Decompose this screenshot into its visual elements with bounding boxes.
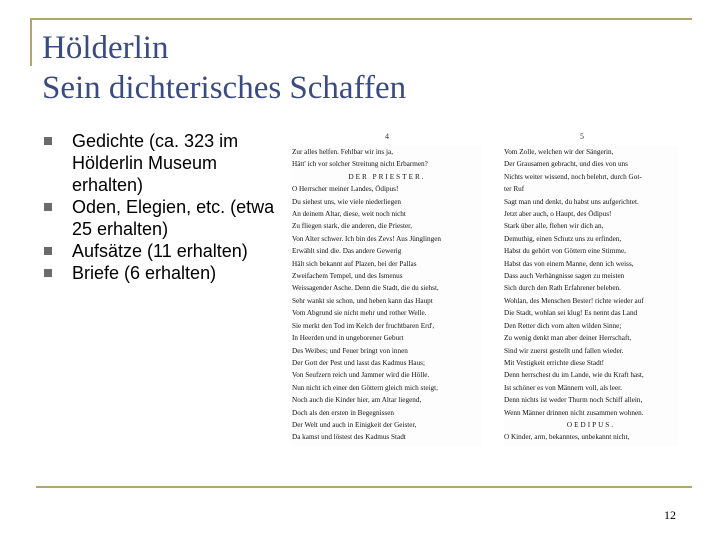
- slide-title: [42, 28, 682, 108]
- book-line: Nichts weiter wissend, noch belehrt, durch Got-: [504, 172, 642, 181]
- bullet-item: [44, 196, 284, 240]
- book-line: Jetzt aber auch, o Haupt, des Ödipus!: [504, 210, 612, 219]
- book-line: O Herrscher meiner Landes, Ödipus!: [292, 185, 399, 194]
- book-line: Den Retter dich vom alten wilden Sinne;: [504, 321, 622, 330]
- bullet-item: [44, 130, 284, 196]
- book-line: Stark über alle, flehen wir dich an,: [504, 222, 604, 231]
- book-page-number-right: 5: [580, 132, 584, 141]
- book-line: Wenn Männer drinnen nicht zusammen wohnen.: [504, 408, 644, 417]
- book-page-left: [292, 146, 482, 446]
- bullet-text: Gedichte (ca. 323 im Hölderlin Museum erhalten): [72, 131, 239, 195]
- book-line: An deinem Altar, diese, weit noch nicht: [292, 210, 406, 219]
- book-line: Denn herrschest du im Lande, wie du Kraft hast,: [504, 371, 644, 380]
- bullet-text: Aufsätze (11 erhalten): [72, 241, 248, 261]
- book-line: DER PRIESTER.: [348, 172, 426, 181]
- book-line: Der Gott der Pest und lasst das Kadmus Haus;: [292, 358, 425, 367]
- book-line: Sich durch den Rath Erfahrener beleben.: [504, 284, 621, 293]
- slide-number: 12: [664, 508, 676, 522]
- book-line: Habst das von einem Manne, denn ich weiss,: [504, 259, 634, 268]
- book-line: OEDIPUS.: [566, 420, 616, 429]
- book-line: Noch auch die Kinder hier, am Altar liegend,: [292, 396, 422, 405]
- bullet-text: Oden, Elegien, etc. (etwa 25 erhalten): [72, 197, 275, 239]
- book-line: Zu fliegen stark, die anderen, die Priester,: [292, 222, 413, 231]
- bullet-text: Briefe (6 erhalten): [72, 263, 217, 283]
- book-line: Erwählt sind die. Das andere Gewerig: [292, 247, 402, 256]
- bullet-item: [44, 240, 284, 262]
- book-line: Zu wenig denkt man aber deiner Herrschaft,: [504, 334, 632, 343]
- book-line: Von Seufzern reich und Jammer wird die Hölle.: [292, 371, 430, 380]
- square-bullet-icon: [44, 203, 52, 211]
- book-line: Dass auch Verhängnisse sagen zu meisten: [504, 272, 625, 281]
- book-line: Zur alles helfen. Fehlbar wir ins ja,: [292, 148, 393, 156]
- title-line-1: Hölderlin: [42, 30, 169, 66]
- book-line: Doch als den ersten in Begegnissen: [292, 408, 394, 417]
- title-line-2: Sein dichterisches Schaffen: [42, 70, 407, 106]
- frame-left-rule: [30, 18, 32, 66]
- book-line: Wohlan, des Menschen Bester! richte wieder auf: [504, 296, 644, 305]
- book-line: Habst du gehört von Göttern eine Stimme,: [504, 247, 626, 256]
- book-line: In Heerden und in ungeborener Geburt: [292, 334, 404, 343]
- book-page-number-left: 4: [385, 132, 389, 141]
- book-line: Von Alter schwer. Ich bin des Zevs! Aus Jünglingen: [292, 234, 441, 243]
- footer-rule: [36, 486, 692, 488]
- book-line: Zweifachem Tempel, und des Ismenus: [292, 272, 403, 281]
- book-line: Sagt man und denkt, du habst uns aufgerichtet.: [504, 197, 639, 206]
- square-bullet-icon: [44, 247, 52, 255]
- book-line: Der Welt und auch in Einigkeit der Geister,: [292, 420, 417, 429]
- book-line: Nun nicht ich einer den Göttern gleich mich steigt,: [292, 383, 438, 392]
- book-page-right: [504, 146, 678, 446]
- book-line: O Kinder, arm, bekanntes, unbekannt nicht,: [504, 433, 630, 442]
- book-line: Hätt' ich vor solcher Streitung nicht Erbarmen?: [292, 160, 428, 169]
- book-line: Des Weibes; und Feuer bringt von innen: [292, 346, 408, 355]
- book-line: Weissagender Asche. Denn die Stadt, die du siehst,: [292, 284, 439, 293]
- bullet-list: [44, 130, 284, 284]
- book-line: Der Grausamen gebracht, und dies von uns: [504, 160, 628, 169]
- book-line: Du siehest uns, wie viele niederliegen: [292, 197, 401, 206]
- book-line: Mit Vestigkeit errichte diese Stadt!: [504, 358, 605, 367]
- book-line: Denn nichts ist weder Thurm noch Schiff allein,: [504, 396, 643, 405]
- square-bullet-icon: [44, 269, 52, 277]
- book-line: Demuthig, einen Schutz uns zu erfinden,: [504, 234, 622, 243]
- book-line: Die Stadt, wohlan sei klug! Es nennt das Land: [504, 309, 638, 318]
- book-line: Sehr wankt sie schon, und heben kann das Haupt: [292, 296, 433, 305]
- book-line: Vom Zolle, welchen wir der Sängerin,: [504, 148, 614, 156]
- book-line: Sie merkt den Tod im Kelch der fruchtbaren Erd',: [292, 321, 435, 330]
- book-line: Ist schöner es von Männern voll, als leer.: [504, 383, 622, 392]
- book-line: Vom Abgrund sie nicht mehr und rother Welle.: [292, 309, 427, 318]
- frame-top-rule: [30, 18, 692, 20]
- book-line: Da kamst und löstest des Kadmus Stadt: [292, 433, 406, 442]
- book-line: Hält sich bekannt auf Plazen, bei der Pallas: [292, 259, 417, 268]
- square-bullet-icon: [44, 137, 52, 145]
- book-line: Sind wir zuerst gestellt und fallen wieder.: [504, 346, 624, 355]
- bullet-item: [44, 262, 284, 284]
- book-line: ter Ruf: [504, 185, 525, 194]
